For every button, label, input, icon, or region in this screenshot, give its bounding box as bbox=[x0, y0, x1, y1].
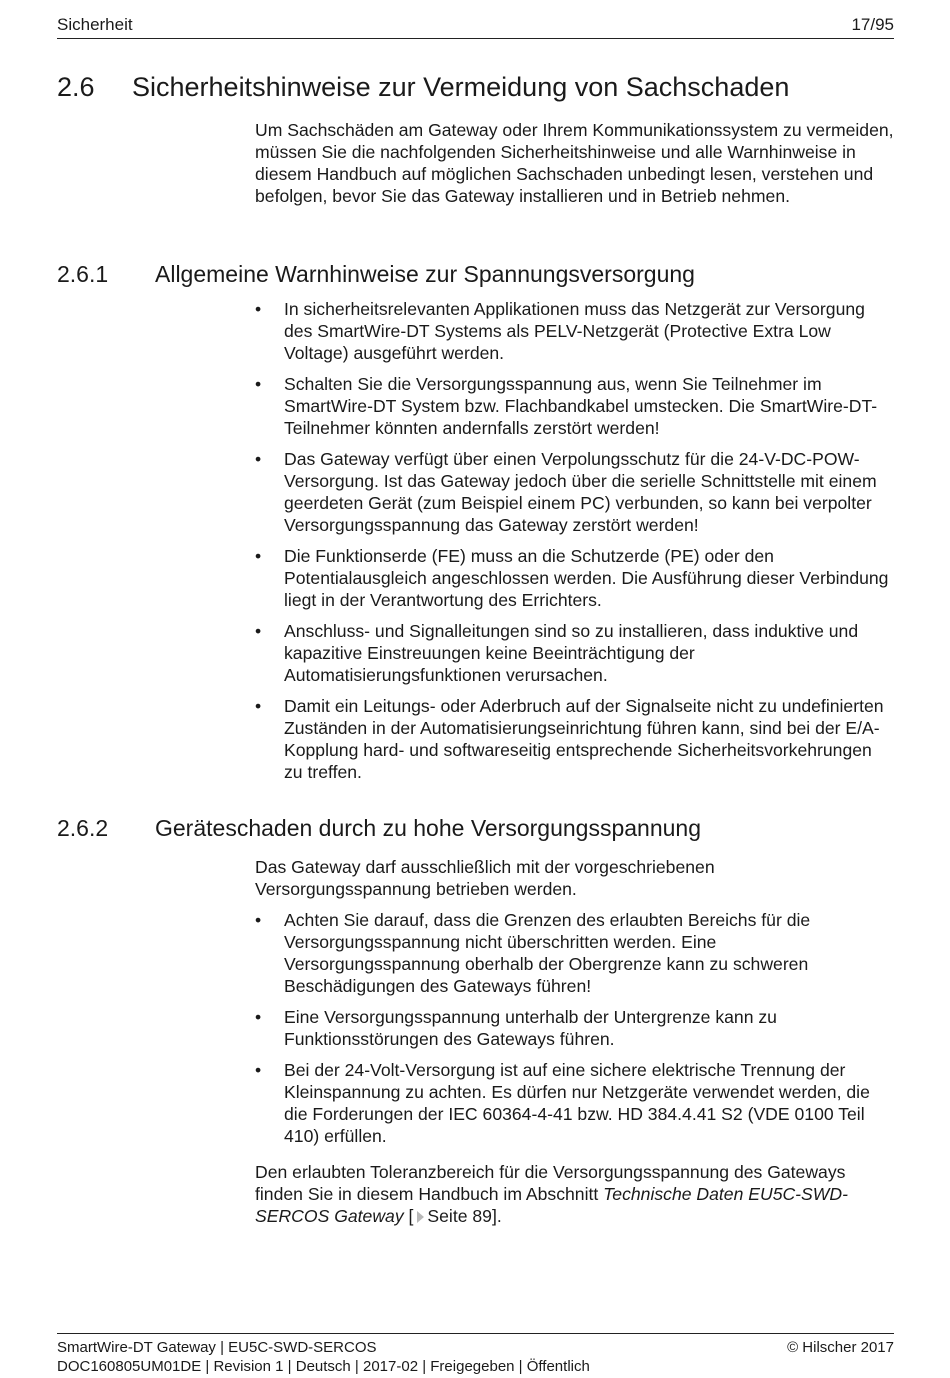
page-number: 17/95 bbox=[851, 15, 894, 34]
bullet-icon: • bbox=[255, 696, 262, 716]
reference-open-bracket: [ bbox=[408, 1206, 414, 1226]
list-item bbox=[255, 448, 895, 536]
list-item-text: Achten Sie darauf, dass die Grenzen des erlaubten Bereichs für die Versorgungsspannung nicht überschritten werden. Eine Versorgungsspannung oberhalb der Obergrenze kann zu schweren Beschädigungen des Gateways führen! bbox=[284, 910, 811, 996]
footer-copyright: © Hilscher 2017 bbox=[787, 1339, 894, 1356]
warning-list-power bbox=[255, 298, 895, 792]
list-item bbox=[255, 298, 895, 364]
bullet-icon: • bbox=[255, 299, 262, 319]
header-section: Sicherheit bbox=[57, 15, 133, 34]
bullet-icon: • bbox=[255, 910, 262, 930]
section-intro: Um Sachschäden am Gateway oder Ihrem Kommunikationssystem zu vermeiden, müssen Sie die nachfolgenden Sicherheitshinweise und alle Warnhinweise in diesem Handbuch auf möglichen Sachschaden unbedingt lesen, verstehen und befolgen, bevor Sie das Gateway installieren und in Betrieb nehmen. bbox=[255, 120, 894, 206]
page-reference-link[interactable]: Seite 89 bbox=[427, 1206, 492, 1226]
list-item bbox=[255, 1059, 895, 1147]
list-item-text: Bei der 24-Volt-Versorgung ist auf eine sichere elektrische Trennung der Kleinspannung zu achten. Es dürfen nur Netzgeräte verwendet werden, die die Forderungen der IEC 60364-4-41 bzw. HD 384.4.41 S2 (VDE 0100 Teil 410) erfüllen. bbox=[284, 1060, 870, 1146]
footer-doc-info: DOC160805UM01DE | Revision 1 | Deutsch | 2017-02 | Freigegeben | Öffentlich bbox=[57, 1358, 590, 1375]
list-item-text: Damit ein Leitungs- oder Aderbruch auf der Signalseite nicht zu undefinierten Zuständen in der Automatisierungseinrichtung führen kann, sind bei der E/A-Kopplung hard- und softwareseitig entsprechende Sicherheitsvorkehrungen zu treffen. bbox=[284, 696, 884, 782]
footer-product: SmartWire-DT Gateway | EU5C-SWD-SERCOS bbox=[57, 1339, 377, 1356]
bullet-icon: • bbox=[255, 449, 262, 469]
subsection-heading-2 bbox=[57, 813, 701, 843]
list-item bbox=[255, 545, 895, 611]
reference-close: ]. bbox=[491, 1206, 502, 1226]
list-item bbox=[255, 620, 895, 686]
bullet-icon: • bbox=[255, 546, 262, 566]
bullet-icon: • bbox=[255, 1007, 262, 1027]
list-item-text: Schalten Sie die Versorgungsspannung aus, wenn Sie Teilnehmer im SmartWire-DT System bzw. Flachbandkabel umstecken. Die SmartWire-DT-Teilnehmer könnten andernfalls zerstört werden! bbox=[284, 374, 878, 438]
subsection-title: Geräteschaden durch zu hohe Versorgungsspannung bbox=[155, 815, 702, 841]
subsection-heading-1 bbox=[57, 259, 695, 289]
list-item bbox=[255, 373, 895, 439]
page-footer bbox=[57, 1333, 894, 1376]
cross-reference-link[interactable]: Technische Daten EU5C-SWD-SERCOS Gateway bbox=[255, 1184, 848, 1226]
bullet-icon: • bbox=[255, 374, 262, 394]
subsection-number: 2.6.1 bbox=[57, 261, 109, 287]
list-item bbox=[255, 909, 895, 997]
page-header bbox=[57, 14, 894, 39]
bullet-icon: • bbox=[255, 621, 262, 641]
subsection-title: Allgemeine Warnhinweise zur Spannungsversorgung bbox=[155, 261, 695, 287]
list-item-text: Das Gateway verfügt über einen Verpolungsschutz für die 24-V-DC-POW-Versorgung. Ist das Gateway jedoch über die serielle Schnittstelle mit einem geerdeten Gerät (zum Beispiel einem PC) verbunden, so kann bei verpolter Versorgungsspannung das Gateway zerstört werden! bbox=[284, 449, 877, 535]
bullet-icon: • bbox=[255, 1060, 262, 1080]
closing-paragraph bbox=[255, 1161, 895, 1227]
section-number: 2.6 bbox=[57, 72, 95, 102]
list-item-text: Die Funktionserde (FE) muss an die Schutzerde (PE) oder den Potentialausgleich angeschlossen werden. Die Ausführung dieser Verbindung liegt in der Verantwortung des Errichters. bbox=[284, 546, 889, 610]
subsection-intro: Das Gateway darf ausschließlich mit der vorgeschriebenen Versorgungsspannung betrieben werden. bbox=[255, 857, 715, 899]
list-item-text: Eine Versorgungsspannung unterhalb der Untergrenze kann zu Funktionsstörungen des Gateways führen. bbox=[284, 1007, 777, 1049]
arrow-right-icon bbox=[417, 1211, 424, 1223]
warning-list-voltage bbox=[255, 909, 895, 1156]
closing-text: Den erlaubten Toleranzbereich für die Versorgungsspannung des Gateways finden Sie in diesem Handbuch im Abschnitt bbox=[255, 1162, 846, 1204]
list-item bbox=[255, 695, 895, 783]
section-title: Sicherheitshinweise zur Vermeidung von Sachschaden bbox=[132, 72, 790, 102]
subsection-number: 2.6.2 bbox=[57, 815, 109, 841]
section-heading bbox=[57, 70, 789, 104]
list-item-text: Anschluss- und Signalleitungen sind so zu installieren, dass induktive und kapazitive Einstreuungen keine Beeinträchtigung der Automatisierungsfunktionen verursachen. bbox=[284, 621, 859, 685]
list-item-text: In sicherheitsrelevanten Applikationen muss das Netzgerät zur Versorgung des SmartWire-DT Systems als PELV-Netzgerät (Protective Extra Low Voltage) ausgeführt werden. bbox=[284, 299, 865, 363]
list-item bbox=[255, 1006, 895, 1050]
